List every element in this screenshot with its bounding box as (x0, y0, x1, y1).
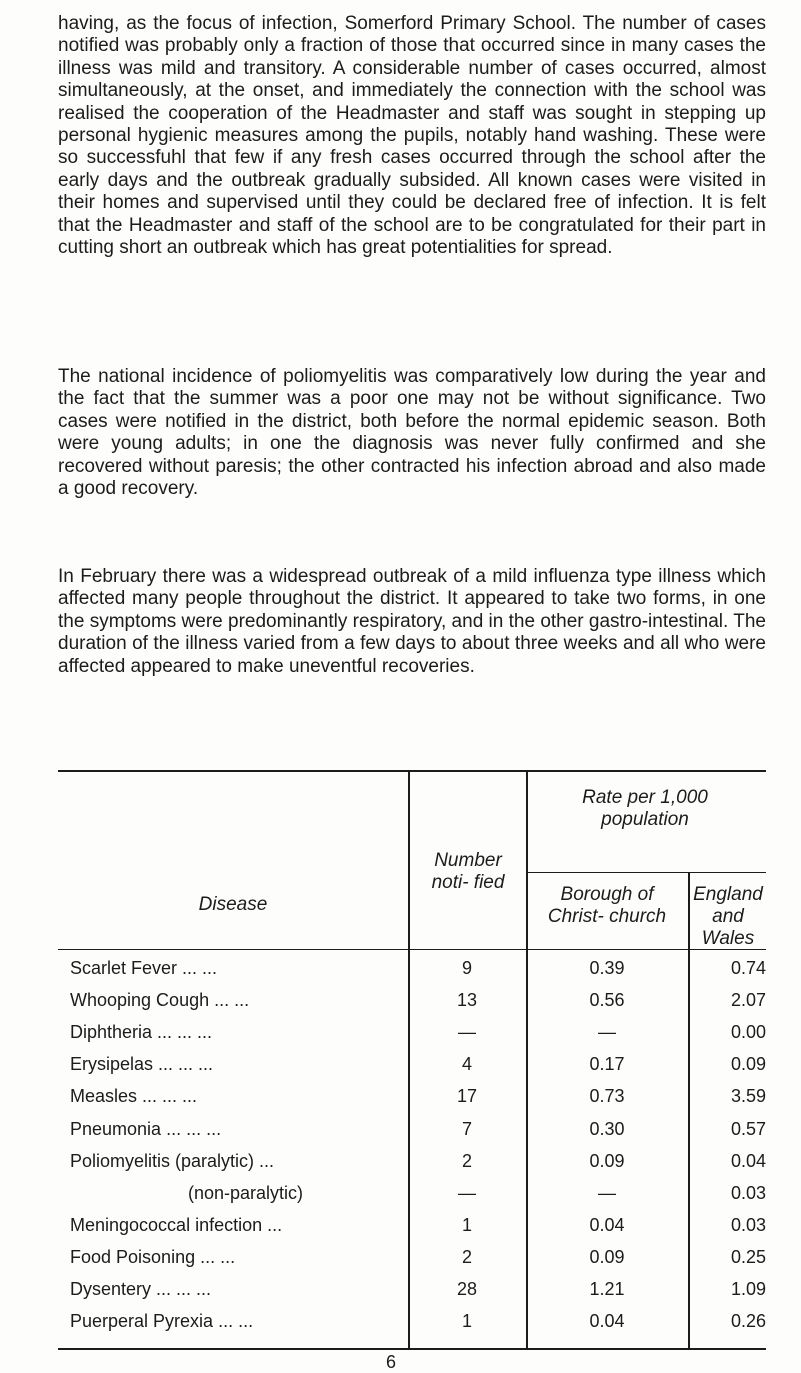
disease-name: Diphtheria ... ... ... (70, 1022, 213, 1043)
table-row (58, 1087, 766, 1106)
table-top-rule (58, 770, 766, 772)
header-borough-christchurch: Borough of Christ- church (547, 884, 667, 927)
number-notified: — (458, 1182, 476, 1203)
header-disease: Disease (198, 894, 268, 915)
paragraph-somerford-outbreak: having, as the focus of infection, Somerford Primary School. The number of cases notified was probably only a fraction of those that occurred since in many cases the illness was mild and transitory. A considerable number of cases occurred, almost simultaneously, at the onset, and immediately the connection with the school was realised the cooperation of the Headmaster and staff was sought in stepping up personal hygienic measures among the pupils, notably hand washing. These were so successfuhl that few if any fresh cases occurred through the school after the early days and the outbreak gradually subsided. All known cases were visited in their homes and supervised until they could be declared free of infection. It is felt that the Headmaster and staff of the school are to be congratulated for their part in cutting short an outbreak which has great potentialities for spread. (58, 13, 766, 259)
disease-name: Dysentery ... ... ... (70, 1279, 212, 1299)
table-row (58, 959, 766, 978)
number-notified: 7 (461, 1118, 472, 1139)
disease-name: Scarlet Fever ... ... (70, 958, 218, 978)
page-number: 6 (386, 1352, 397, 1372)
number-notified: 2 (461, 1246, 472, 1267)
rate-group-rule (526, 872, 766, 873)
table-row (58, 1248, 766, 1267)
number-notified: 2 (461, 1150, 472, 1171)
england-wales-rate: 0.03 (730, 1214, 766, 1235)
header-england-wales: England and Wales (693, 884, 763, 949)
disease-name: Meningococcal infection ... (70, 1214, 283, 1235)
header-rate-per-1000: Rate per 1,000 population (582, 787, 708, 830)
borough-rate: 0.04 (589, 1311, 625, 1332)
borough-rate: 0.39 (589, 958, 625, 978)
england-wales-rate: 0.26 (730, 1311, 766, 1332)
paragraph-poliomyelitis: The national incidence of poliomyelitis was comparatively low during the year and the fact that the summer was a poor one may not be without significance. Two cases were notified in the district, both before the normal epidemic season. Both were young adults; in one the diagnosis was never fully confirmed and she recovered without paresis; the other contracted his infection abroad and also made a good recovery. (58, 366, 766, 500)
number-notified: 4 (461, 1054, 472, 1075)
number-notified: 1 (461, 1311, 472, 1332)
header-bottom-rule (58, 949, 766, 950)
england-wales-rate: 1.09 (730, 1279, 766, 1299)
table-row (58, 1280, 766, 1299)
header-number-notified: Number noti- fied (431, 850, 505, 893)
england-wales-rate: 0.03 (730, 1182, 766, 1203)
number-notified: — (458, 1022, 476, 1043)
disease-rates-table (58, 770, 766, 1350)
borough-rate: 0.30 (589, 1118, 625, 1139)
england-wales-rate: 2.07 (730, 990, 766, 1011)
number-notified: 13 (456, 990, 478, 1011)
england-wales-rate: 0.00 (730, 1022, 766, 1043)
table-bottom-rule (58, 1348, 766, 1350)
borough-rate: 1.21 (589, 1279, 625, 1299)
table-row (58, 991, 766, 1010)
disease-name: Measles ... ... ... (70, 1086, 198, 1107)
disease-name: Pneumonia ... ... ... (70, 1118, 222, 1139)
number-notified: 1 (461, 1214, 472, 1235)
england-wales-rate: 0.57 (730, 1118, 766, 1139)
table-row (58, 1120, 766, 1139)
england-wales-rate: 3.59 (730, 1086, 766, 1107)
disease-name: Whooping Cough ... ... (70, 990, 250, 1011)
table-row (58, 1184, 766, 1203)
borough-rate: — (598, 1022, 616, 1043)
england-wales-rate: 0.74 (730, 958, 766, 978)
england-wales-rate: 0.04 (730, 1150, 766, 1171)
disease-name: Poliomyelitis (paralytic) ... (70, 1150, 275, 1171)
table-row (58, 1152, 766, 1171)
disease-name: (non-paralytic) (188, 1182, 304, 1203)
borough-rate: 0.17 (589, 1054, 625, 1075)
borough-rate: 0.09 (589, 1246, 625, 1267)
number-notified: 17 (456, 1086, 478, 1107)
table-row (58, 1216, 766, 1235)
england-wales-rate: 0.25 (730, 1246, 766, 1267)
borough-rate: 0.73 (589, 1086, 625, 1107)
borough-rate: 0.09 (589, 1150, 625, 1171)
table-row (58, 1055, 766, 1074)
borough-rate: — (598, 1182, 616, 1203)
borough-rate: 0.04 (589, 1214, 625, 1235)
number-notified: 9 (461, 958, 472, 978)
england-wales-rate: 0.09 (730, 1054, 766, 1075)
table-row (58, 1023, 766, 1042)
number-notified: 28 (456, 1279, 478, 1299)
paragraph-influenza: In February there was a widespread outbreak of a mild influenza type illness which affected many people throughout the district. It appeared to take two forms, in one the symptoms were predominantly respiratory, and in the other gastro-intestinal. The duration of the illness varied from a few days to about three weeks and all who were affected appeared to make uneventful recoveries. (58, 566, 766, 677)
borough-rate: 0.56 (589, 990, 625, 1011)
disease-name: Puerperal Pyrexia ... ... (70, 1311, 254, 1332)
table-row (58, 1312, 766, 1331)
disease-name: Food Poisoning ... ... (70, 1246, 236, 1267)
disease-name: Erysipelas ... ... ... (70, 1054, 214, 1075)
